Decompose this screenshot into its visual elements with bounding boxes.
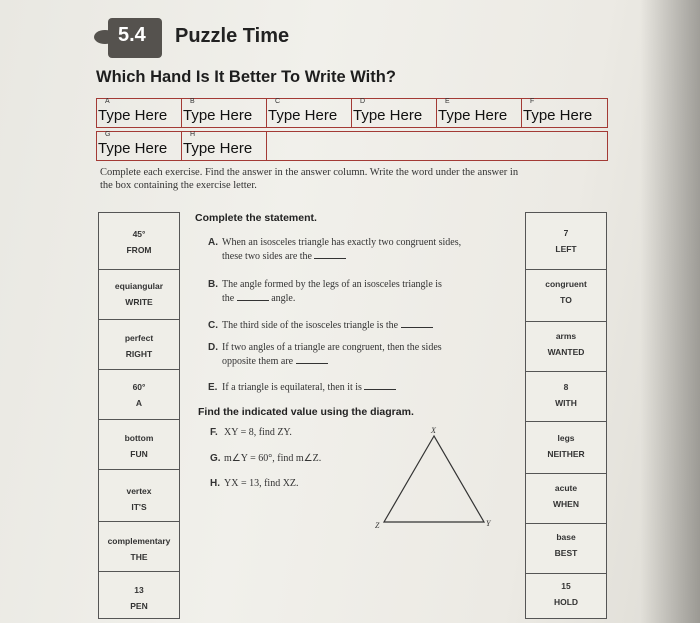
- answer-cell-f[interactable]: [522, 99, 607, 127]
- answer-word: A: [135, 398, 143, 408]
- answer-word: BEST: [554, 548, 578, 558]
- exercise-letter: D.: [208, 342, 218, 353]
- answer-box: [99, 469, 179, 522]
- answer-box: [99, 319, 179, 370]
- cell-letter: G: [105, 131, 111, 138]
- exercise-a: [208, 236, 461, 263]
- answer-box: [526, 523, 606, 574]
- exercise-letter: B.: [208, 279, 218, 290]
- answer-blank: [237, 291, 269, 301]
- exercise-c: [208, 318, 433, 332]
- exercise-text: opposite them are: [222, 356, 294, 367]
- answer-value: perfect: [124, 333, 154, 343]
- exercise-text: these two sides are the: [222, 251, 312, 262]
- exercise-text: If a triangle is equilateral, then it is: [222, 382, 362, 393]
- answer-word: THE: [130, 552, 148, 562]
- cell-letter: B: [190, 98, 195, 105]
- answer-value: arms: [555, 331, 577, 341]
- answer-box: [526, 213, 606, 270]
- exercise-text: When an isosceles triangle has exactly two congruent sides,: [222, 237, 462, 248]
- answer-cell-g[interactable]: [97, 132, 182, 160]
- answer-box: [526, 473, 606, 524]
- answer-input-c[interactable]: Type Here: [268, 107, 338, 124]
- answer-word: WANTED: [547, 347, 585, 357]
- vertex-label-z: Z: [375, 521, 380, 530]
- answer-value: bottom: [124, 433, 154, 443]
- section-title: Puzzle Time: [175, 25, 290, 47]
- exercise-text: YX = 13, find XZ.: [224, 478, 299, 489]
- answer-blank: [314, 249, 346, 259]
- answer-input-b[interactable]: Type Here: [183, 107, 253, 124]
- answer-box: [526, 573, 606, 618]
- puzzle-question: Which Hand Is It Better To Write With?: [96, 68, 396, 86]
- exercise-f: [210, 426, 292, 439]
- exercise-text: XY = 8, find ZY.: [224, 427, 292, 438]
- answer-blank: [401, 318, 433, 328]
- triangle-diagram: [370, 422, 500, 534]
- statement-heading: Complete the statement.: [195, 212, 317, 224]
- answer-word: LEFT: [555, 244, 577, 254]
- vertex-label-y: Y: [486, 519, 491, 528]
- answer-word: WITH: [555, 398, 577, 408]
- exercise-text: The third side of the isosceles triangle is the: [222, 320, 399, 331]
- exercise-letter: F.: [210, 427, 218, 438]
- answer-cell-b[interactable]: [182, 99, 267, 127]
- exercise-h: [210, 477, 299, 490]
- answer-box: [99, 269, 179, 320]
- answer-word: HOLD: [553, 597, 579, 607]
- cell-letter: E: [445, 98, 450, 105]
- answer-word: WRITE: [125, 297, 153, 307]
- answer-box: [99, 521, 179, 572]
- answer-box: [526, 269, 606, 322]
- answer-word: FUN: [130, 449, 148, 459]
- equilateral-triangle: [384, 436, 484, 522]
- answer-grid-row-1: [96, 98, 608, 128]
- answer-value: vertex: [126, 486, 152, 496]
- answer-value: congruent: [545, 279, 587, 289]
- answer-box: [99, 419, 179, 470]
- answer-value: 45°: [132, 229, 146, 239]
- answer-cell-a[interactable]: [97, 99, 182, 127]
- answer-word: RIGHT: [125, 349, 153, 359]
- exercise-text: m∠Y = 60°, find m∠Z.: [224, 453, 322, 464]
- exercise-letter: E.: [208, 382, 218, 393]
- answer-value: 15: [561, 581, 571, 591]
- answer-word: IT'S: [131, 502, 147, 512]
- exercise-g: [210, 452, 321, 465]
- answer-value: base: [556, 532, 576, 542]
- exercise-text: The angle formed by the legs of an isosceles triangle is: [222, 279, 442, 290]
- answer-value: equiangular: [114, 281, 164, 291]
- answer-value: legs: [557, 433, 575, 443]
- answer-cell-h[interactable]: [182, 132, 267, 160]
- answer-cell-c[interactable]: [267, 99, 352, 127]
- answer-value: complementary: [107, 536, 171, 546]
- answer-word: NEITHER: [547, 449, 585, 459]
- answer-input-e[interactable]: Type Here: [438, 107, 508, 124]
- answer-word: FROM: [126, 245, 152, 255]
- answer-grid-row-2: [96, 131, 608, 161]
- answer-value: 60°: [132, 382, 146, 392]
- exercise-text: angle.: [271, 293, 296, 304]
- answer-word: WHEN: [553, 499, 579, 509]
- cell-letter: F: [530, 98, 535, 105]
- answer-input-f[interactable]: Type Here: [523, 107, 593, 124]
- exercise-letter: C.: [208, 320, 218, 331]
- answer-input-a[interactable]: Type Here: [98, 107, 168, 124]
- answer-value: 8: [563, 382, 569, 392]
- cell-letter: A: [105, 98, 110, 105]
- exercise-text: If two angles of a triangle are congruent, then the sides: [222, 342, 442, 353]
- exercise-text: the: [222, 293, 235, 304]
- answer-box: [99, 213, 179, 270]
- answer-value: acute: [554, 483, 578, 493]
- exercise-letter: A.: [208, 237, 218, 248]
- right-answer-column: [525, 212, 607, 619]
- answer-cell-e[interactable]: [437, 99, 522, 127]
- diagram-heading: Find the indicated value using the diagram.: [198, 406, 414, 418]
- answer-blank: [364, 380, 396, 390]
- answer-word: PEN: [130, 601, 148, 611]
- exercise-d: [208, 341, 442, 368]
- cell-letter: D: [360, 98, 366, 105]
- answer-input-d[interactable]: Type Here: [353, 107, 423, 124]
- answer-value: 13: [134, 585, 144, 595]
- cell-letter: H: [190, 131, 196, 138]
- exercise-letter: H.: [210, 478, 220, 489]
- exercise-letter: G.: [210, 453, 221, 464]
- answer-input-h[interactable]: Type Here: [183, 140, 253, 157]
- directions-text: Complete each exercise. Find the answer in the answer column. Write the word under the answer in the box containing the exercise letter.: [100, 167, 519, 191]
- answer-input-g[interactable]: Type Here: [98, 140, 168, 157]
- answer-box: [99, 571, 179, 618]
- answer-box: [526, 421, 606, 474]
- cell-letter: C: [275, 98, 281, 105]
- section-number: 5.4: [118, 24, 146, 46]
- answer-word: TO: [560, 295, 572, 305]
- exercise-e: [208, 380, 396, 394]
- answer-value: 7: [563, 228, 569, 238]
- vertex-label-x: X: [431, 426, 436, 435]
- exercise-b: [208, 278, 442, 305]
- answer-blank: [296, 354, 328, 364]
- photo-shadow: [640, 0, 700, 623]
- answer-box: [526, 371, 606, 422]
- answer-box: [99, 369, 179, 420]
- answer-box: [526, 321, 606, 372]
- left-answer-column: [98, 212, 180, 619]
- answer-cell-d[interactable]: [352, 99, 437, 127]
